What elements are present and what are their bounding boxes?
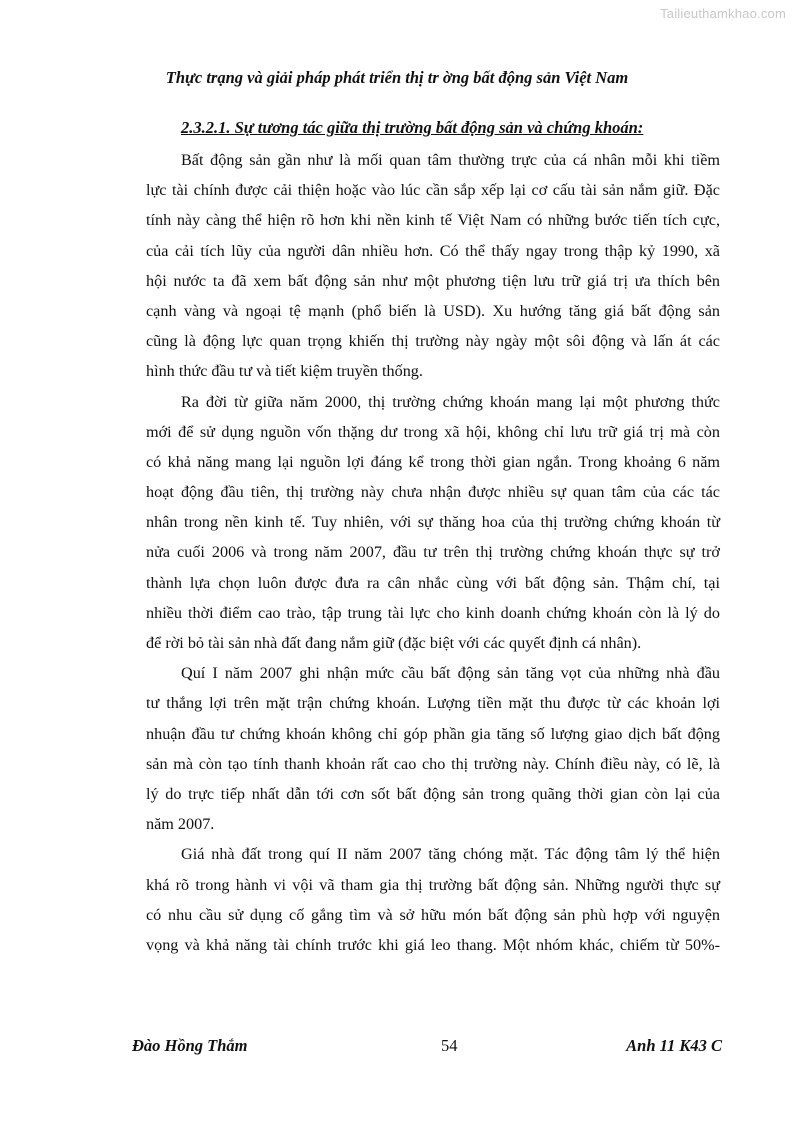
text-line: năm 2007. xyxy=(146,815,215,834)
text-line: Ra đời từ giữa năm 2000, thị trường chứng khoán mang lại một phương thức xyxy=(181,392,720,411)
text-line: vọng và khả năng tài chính trước khi giá leo thang. Một nhóm khác, chiếm từ 50%- xyxy=(146,935,720,954)
footer-class-label: Anh 11 K43 C xyxy=(626,1036,722,1055)
section-heading: 2.3.2.1. Sự tương tác giữa thị trường bất động sản và chứng khoán: xyxy=(181,118,644,137)
page-number: 54 xyxy=(441,1036,458,1055)
paragraph-4 xyxy=(146,839,720,960)
text-line: cạnh vàng và ngoại tệ mạnh (phổ biến là USD). Xu hướng tăng giá bất động sản xyxy=(146,301,720,320)
footer-author: Đào Hồng Thắm xyxy=(132,1036,248,1055)
text-line: Quí I năm 2007 ghi nhận mức cầu bất động sản tăng vọt của những nhà đầu xyxy=(181,664,720,683)
text-line: nhân trong nền kinh tế. Tuy nhiên, với sự thăng hoa của thị trường chứng khoán từ xyxy=(146,513,720,532)
paragraph-1 xyxy=(146,145,720,387)
text-line: của cải tích lũy của người dân nhiều hơn. Có thể thấy ngay trong thập kỷ 1990, xã xyxy=(146,241,720,260)
text-line: lý do trực tiếp nhất dẫn tới cơn sốt bất động sản trong quãng thời gian còn lại của xyxy=(146,784,720,803)
running-header-title: Thực trạng và giải pháp phát triển thị tr ờng bất động sản Việt Nam xyxy=(165,68,629,87)
text-line: nửa cuối 2006 và trong năm 2007, đầu tư trên thị trường chứng khoán thực sự trở xyxy=(146,543,720,562)
text-line: để rời bỏ tài sản nhà đất đang nắm giữ (đặc biệt với các quyết định cá nhân). xyxy=(146,634,642,652)
paragraph-3 xyxy=(146,658,720,839)
text-line: tính này càng thể hiện rõ hơn khi nền kinh tế Việt Nam có những bước tiến tích cực, xyxy=(146,211,720,230)
text-line: lực tài chính được cải thiện hoặc vào lúc cần sắp xếp lại cơ cấu tài sản nắm giữ. Đặc xyxy=(146,181,720,200)
text-line: hoạt động đầu tiên, thị trường này chưa nhận được nhiều sự quan tâm của các tác xyxy=(146,483,720,502)
page-footer xyxy=(132,1036,722,1058)
watermark-text: Tailieuthamkhao.com xyxy=(660,6,786,21)
text-line: Bất động sản gần như là mối quan tâm thường trực của cá nhân mỗi khi tiềm xyxy=(181,151,720,169)
text-line: tư thắng lợi trên mặt trận chứng khoán. Lượng tiền mặt thu được từ các khoản lợi xyxy=(146,694,720,713)
text-line: thành lựa chọn luôn được đưa ra cân nhắc cùng với bất động sản. Thậm chí, tại xyxy=(146,573,720,592)
text-line: có khả năng mang lại nguồn lợi đáng kể trong thời gian ngắn. Trong khoảng 6 năm xyxy=(146,452,720,471)
text-line: Giá nhà đất trong quí II năm 2007 tăng chóng mặt. Tác động tâm lý thể hiện xyxy=(181,845,720,864)
body-text xyxy=(146,145,720,960)
paragraph-2 xyxy=(146,387,720,659)
text-line: mới để sử dụng nguồn vốn thặng dư trong xã hội, không chỉ lưu trữ giá trị mà còn xyxy=(146,422,720,441)
text-line: nhiều thời điểm cao trào, tập trung tài lực cho kinh doanh chứng khoán còn là lý do xyxy=(146,603,720,622)
text-line: sản mà còn tạo tính thanh khoản rất cao cho thị trường này. Chính điều này, có lẽ, là xyxy=(146,754,720,773)
text-line: cũng là động lực quan trọng khiến thị trường này ngày một sôi động và lấn át các xyxy=(146,332,720,351)
text-line: khá rõ trong hành vi vội vã tham gia thị trường bất động sản. Những người thực sự xyxy=(146,875,720,894)
text-line: hình thức đầu tư và tiết kiệm truyền thống. xyxy=(146,362,423,381)
text-line: có nhu cầu sử dụng cố gắng tìm và sở hữu món bất động sản phù hợp với nguyện xyxy=(146,905,720,924)
text-line: nhuận đầu tư chứng khoán không chỉ góp phần gia tăng số lượng giao dịch bất động xyxy=(146,724,720,743)
text-line: hội nước ta đã xem bất động sản như một phương tiện lưu trữ giá trị ưa thích bên xyxy=(146,271,720,290)
